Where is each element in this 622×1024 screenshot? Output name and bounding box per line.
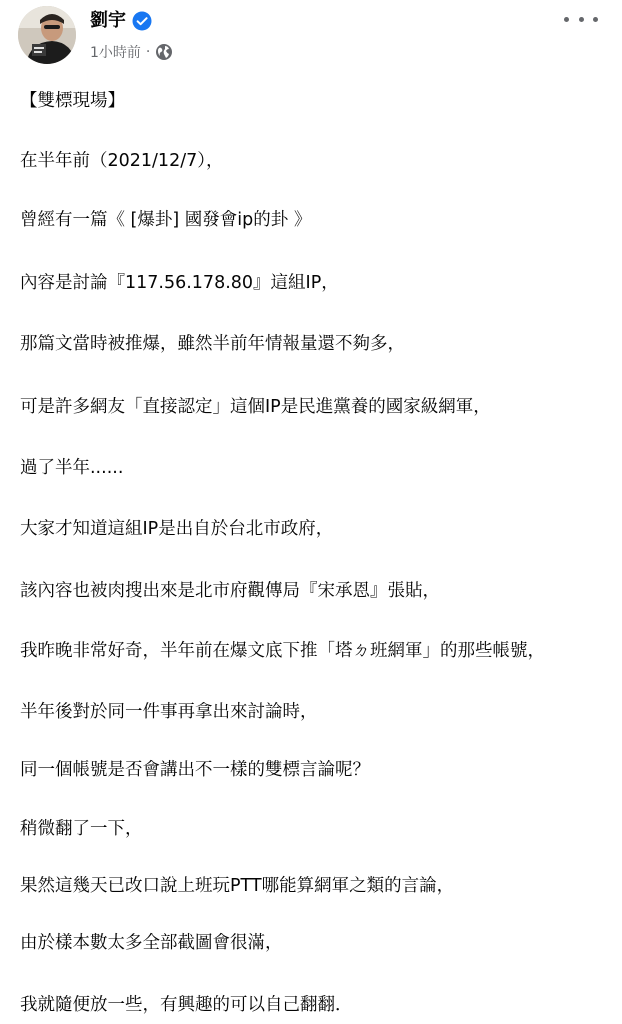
author-avatar[interactable] [18, 6, 76, 64]
more-options-icon[interactable] [564, 10, 598, 28]
post-line: 同一個帳號是否會講出不一樣的雙標言論呢？ [20, 760, 370, 780]
post-line: 我昨晚非常好奇，半年前在爆文底下推「塔ㄉ班網軍」的那些帳號， [20, 641, 545, 661]
verified-badge-icon [132, 11, 152, 31]
post-line: 那篇文當時被推爆，雖然半前年情報量還不夠多， [20, 334, 405, 354]
post-line: 我就隨便放一些，有興趣的可以自己翻翻． [20, 995, 353, 1015]
more-dot [579, 17, 584, 22]
post-timestamp[interactable]: 1小時前 [90, 45, 141, 61]
post-header [0, 0, 622, 80]
post-line: 果然這幾天已改口說上班玩PTT哪能算網軍之類的言論， [20, 876, 455, 896]
post-line: 由於樣本數太多全部截圖會很滿， [20, 933, 283, 953]
more-dot [593, 17, 598, 22]
post-line: 內容是討論『117.56.178.80』這組IP， [20, 273, 339, 293]
meta-separator: · [145, 44, 151, 60]
more-dot [564, 17, 569, 22]
post-line: 【雙標現場】 [20, 91, 125, 111]
globe-icon[interactable] [155, 43, 173, 61]
avatar-image [18, 6, 76, 64]
post-line: 在半年前（2021/12/7）， [20, 151, 224, 171]
post-line: 可是許多網友「直接認定」這個IP是民進黨養的國家級網軍， [20, 397, 491, 417]
post-meta [90, 42, 173, 62]
post-line: 過了半年...... [20, 458, 124, 478]
post-line: 該內容也被肉搜出來是北市府觀傳局『宋承恩』張貼， [20, 581, 440, 601]
author-name[interactable]: 劉宇 [90, 10, 126, 31]
post-line: 曾經有一篇《 [爆卦] 國發會ip的卦 》 [20, 210, 312, 230]
post-line: 稍微翻了一下， [20, 819, 143, 839]
post-line: 大家才知道這組IP是出自於台北市政府， [20, 519, 334, 539]
post-line: 半年後對於同一件事再拿出來討論時， [20, 702, 318, 722]
